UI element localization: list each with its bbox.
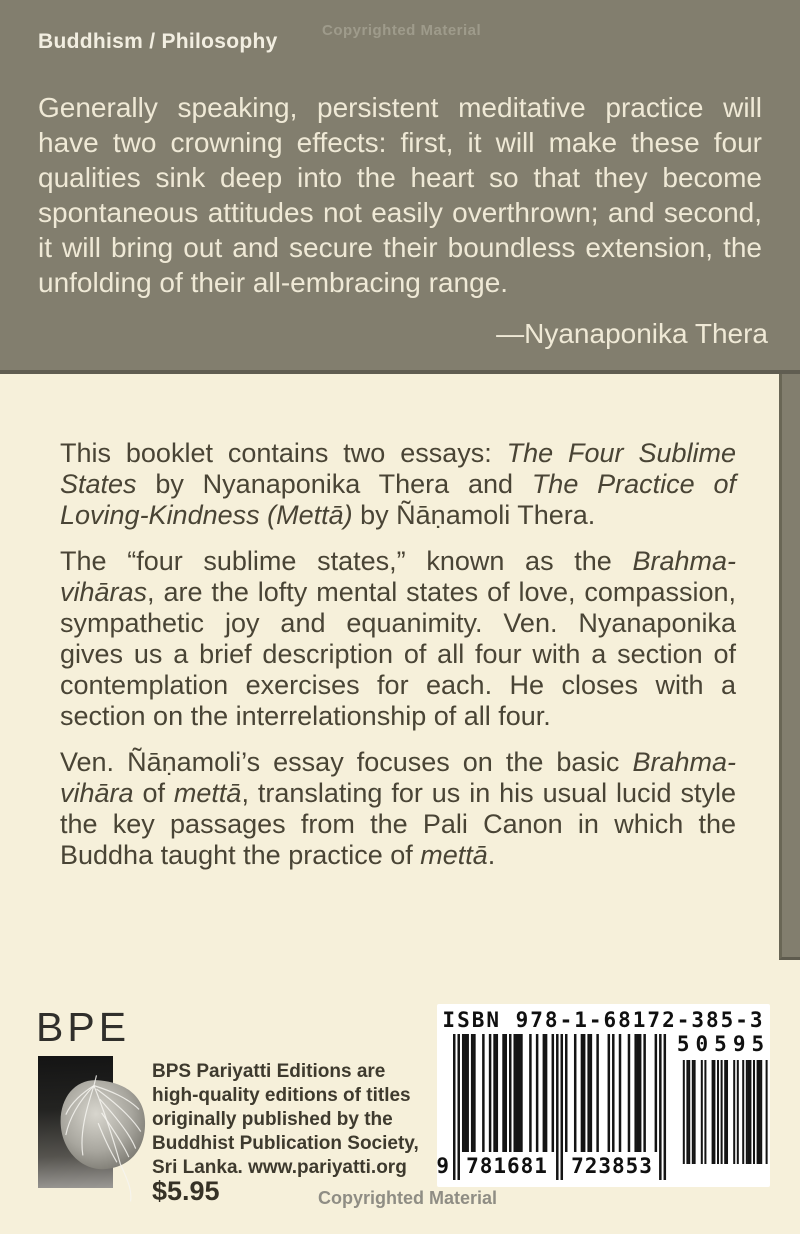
ean5-supplement-barcode: [681, 1060, 768, 1164]
cover-quote: Generally speaking, persistent meditative practice will have two crowning effects: first, it will make these four qualities sink deep into the heart so that they become spontaneous attitudes not easily overthrown; and second, it will bring out and secure their boundless extension, the unfolding of their all-embracing range.: [38, 92, 762, 298]
isbn-number-label: ISBN 978-1-68172-385-3: [442, 1008, 765, 1032]
category-label: Buddhism / Philosophy: [38, 30, 278, 53]
blurb-line: BPS Pariyatti Editions are: [152, 1061, 386, 1082]
publisher-blurb: [152, 1060, 419, 1180]
price-supplement-digits: 50595: [676, 1032, 771, 1056]
ean-digit-group: 723853: [571, 1154, 653, 1178]
description-paragraph: This booklet contains two essays: The Four Sublime States by Nyanaponika Thera and The Practice of Loving-Kindness (Mettā) by Ñāṇamoli Thera.: [60, 438, 737, 530]
price-label: $5.95: [152, 1176, 220, 1206]
description-paragraph: The “four sublime states,” known as the Brahma-vihāras, are the lofty mental states of love, compassion, sympathetic joy and equanimity. Ven. Nyanaponika gives us a brief description of all four with a section of contemplation exercises for each. He closes with a section on the interrelationship of all four.: [60, 546, 736, 731]
ean-digit-group: 9: [436, 1154, 449, 1178]
back-cover-description: [60, 438, 736, 886]
bodhi-leaf-icon: [52, 1072, 158, 1204]
cover-right-edge-strip: [779, 374, 800, 960]
blurb-line: originally published by the: [152, 1109, 393, 1130]
ean-digit-group: 781681: [466, 1154, 548, 1178]
copyrighted-material-watermark-top: Copyrighted Material: [322, 22, 482, 39]
copyrighted-material-watermark-bottom: Copyrighted Material: [318, 1188, 498, 1208]
blurb-line: high-quality editions of titles: [152, 1085, 411, 1106]
description-paragraph: Ven. Ñāṇamoli’s essay focuses on the basic Brahma-vihāra of mettā, translating for us in his usual lucid style the key passages from the Pali Canon in which the Buddha taught the practice of mettā.: [60, 747, 736, 870]
blurb-line: Buddhist Publication Society,: [152, 1133, 419, 1154]
bpe-logo-text: BPE: [36, 1004, 131, 1050]
quote-attribution: —Nyanaponika Thera: [496, 318, 768, 349]
isbn-barcode-box: [437, 1004, 770, 1187]
top-band: [0, 0, 800, 374]
blurb-line: Sri Lanka. www.pariyatti.org: [152, 1157, 407, 1178]
